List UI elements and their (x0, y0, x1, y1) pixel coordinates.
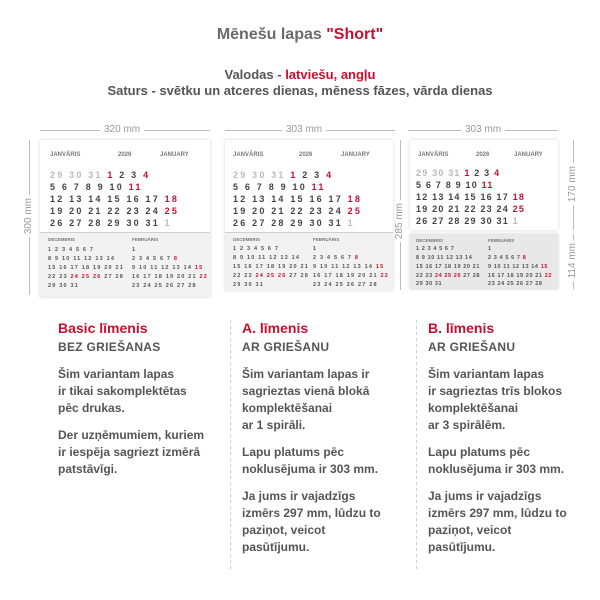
small-row: 8 9 10 11 12 13 14 (416, 255, 473, 261)
column-paragraph: Šim variantam lapas ir sagrieztas vienā blokā komplektēšanai ar 1 spirāli. (242, 367, 370, 432)
week-row: 19 20 21 22 23 24 25 (233, 206, 363, 216)
column-paragraph: Šim variantam lapas ir sagrieztas trīs blokos komplektēšanai ar 3 spirālēm. (428, 367, 563, 432)
week-row: 12 13 14 15 16 17 18 (233, 194, 363, 204)
week-row: 26 27 28 29 30 31 1 (416, 216, 519, 226)
small-row: 8 9 10 11 12 13 14 (48, 256, 116, 262)
small-row: 15 16 17 18 19 20 21 (416, 264, 480, 270)
column-paragraph: Ja jums ir vajadzīgs izmērs 297 mm, lūdzu to paziņot, veicot pasūtījumu. (428, 489, 567, 554)
month-en: JANUARY (514, 152, 543, 158)
small-row: 16 17 18 19 20 21 22 (488, 273, 553, 279)
week-row: 5 6 7 8 9 10 11 (50, 182, 143, 192)
small-row: 22 23 24 25 26 27 28 (416, 273, 481, 279)
width-label-1: 320 mm (100, 124, 144, 135)
month-small-lv: FEBRUĀRIS (488, 238, 515, 243)
small-row: 8 9 10 11 12 13 14 (233, 255, 301, 261)
width-label-2: 303 mm (282, 124, 326, 135)
small-row: 2 3 4 5 6 7 8 (132, 256, 179, 262)
divider (230, 320, 231, 570)
month-small-lv: FEBRUĀRIS (132, 237, 159, 242)
month-lv: JANVĀRIS (50, 152, 81, 158)
week-row: 5 6 7 8 9 10 11 (416, 180, 494, 190)
height-label-3b: 114 mm (567, 240, 578, 281)
divider (416, 320, 417, 570)
month-small-lv: DECEMBRIS (48, 237, 76, 242)
height-label-3a: 170 mm (567, 163, 578, 205)
small-row: 1 (313, 246, 318, 252)
small-row: 1 (132, 247, 137, 253)
month-lv: JANVĀRIS (418, 152, 449, 158)
calendar-a (225, 140, 393, 290)
column-paragraph: Lapu platums pēc noklusējuma ir 303 mm. (242, 445, 379, 476)
week-row: 19 20 21 22 23 24 25 (416, 204, 526, 214)
small-row: 9 10 11 12 13 14 15 (488, 264, 549, 270)
page-title: Mēnešu lapas "Short" (216, 26, 384, 43)
small-row: 23 24 25 26 27 28 (488, 281, 543, 287)
month-lv: JANVĀRIS (233, 152, 264, 158)
month-en: JANUARY (341, 152, 370, 158)
week-row: 29 30 31 1 2 3 4 (50, 170, 151, 180)
column-subtitle: AR GRIEŠANU (242, 340, 330, 354)
small-row: 9 10 11 12 13 14 15 (313, 264, 385, 270)
small-row: 22 23 24 25 26 27 28 (48, 274, 125, 280)
small-row: 29 30 31 (48, 283, 80, 289)
small-row: 29 30 31 (416, 281, 443, 287)
height-label-2: 285 mm (394, 200, 405, 242)
small-row: 16 17 18 19 20 21 22 (313, 273, 390, 279)
week-row: 19 20 21 22 23 24 25 (50, 206, 180, 216)
column-a (242, 320, 402, 566)
column-title: A. līmenis (242, 320, 309, 336)
calendar-b-top (410, 140, 558, 230)
year: 2026 (118, 152, 132, 158)
width-label-3: 303 mm (461, 124, 505, 135)
small-row: 15 16 17 18 19 20 21 (233, 264, 309, 270)
column-paragraph: Der uzņēmumiem, kuriem ir iespēja sagriezt izmērā patstāvīgi. (58, 428, 205, 476)
month-small-lv: DECEMBRIS (233, 237, 261, 242)
languages-line: Valodas - latviešu, angļu (224, 67, 376, 82)
content-line: Saturs - svētku un atceres dienas, mēness fāzes, vārda dienas (107, 83, 493, 98)
small-row: 2 3 4 5 6 7 8 (488, 255, 527, 261)
small-row: 29 30 31 (233, 282, 265, 288)
column-paragraph: Ja jums ir vajadzīgs izmērs 297 mm, lūdzu to paziņot, veicot pasūtījumu. (242, 489, 381, 554)
column-paragraph: Lapu platums pēc noklusējuma ir 303 mm. (428, 445, 565, 476)
column-b (428, 320, 593, 566)
small-row: 1 (488, 246, 492, 252)
calendar-basic (40, 140, 210, 297)
small-row: 9 10 11 12 13 14 15 (132, 265, 204, 271)
month-en: JANUARY (160, 152, 189, 158)
year: 2026 (476, 152, 490, 158)
small-row: 15 16 17 18 19 20 21 (48, 265, 124, 271)
column-basic (58, 320, 223, 488)
small-row: 1 2 3 4 5 6 7 (416, 246, 455, 252)
week-row: 5 6 7 8 9 10 11 (233, 182, 326, 192)
small-row: 23 24 25 26 27 28 (132, 283, 197, 289)
week-row: 26 27 28 29 30 31 1 (50, 218, 172, 228)
week-row: 29 30 31 1 2 3 4 (416, 168, 501, 178)
column-title: Basic līmenis (58, 320, 148, 336)
small-row: 22 23 24 25 26 27 28 (233, 273, 310, 279)
small-row: 1 2 3 4 5 6 7 (233, 246, 280, 252)
small-row: 16 17 18 19 20 21 22 (132, 274, 209, 280)
calendar-b-bottom (410, 234, 558, 289)
column-subtitle: BEZ GRIEŠANAS (58, 340, 161, 354)
height-label-1: 300 mm (23, 195, 34, 237)
bottom-months (40, 233, 210, 297)
week-row: 12 13 14 15 16 17 18 (50, 194, 180, 204)
column-title: B. līmenis (428, 320, 495, 336)
small-row: 1 2 3 4 5 6 7 (48, 247, 95, 253)
column-subtitle: AR GRIEŠANU (428, 340, 516, 354)
bottom-months (225, 233, 393, 290)
week-row: 26 27 28 29 30 31 1 (233, 218, 355, 228)
column-paragraph: Šim variantam lapas ir tikai sakomplektētas pēc drukas. (58, 367, 187, 415)
month-small-lv: FEBRUĀRIS (313, 237, 340, 242)
week-row: 12 13 14 15 16 17 18 (416, 192, 526, 202)
month-small-lv: DECEMBRIS (416, 238, 444, 243)
week-row: 29 30 31 1 2 3 4 (233, 170, 334, 180)
small-row: 23 24 25 26 27 28 (313, 282, 378, 288)
year: 2026 (299, 152, 313, 158)
small-row: 2 3 4 5 6 7 8 (313, 255, 360, 261)
